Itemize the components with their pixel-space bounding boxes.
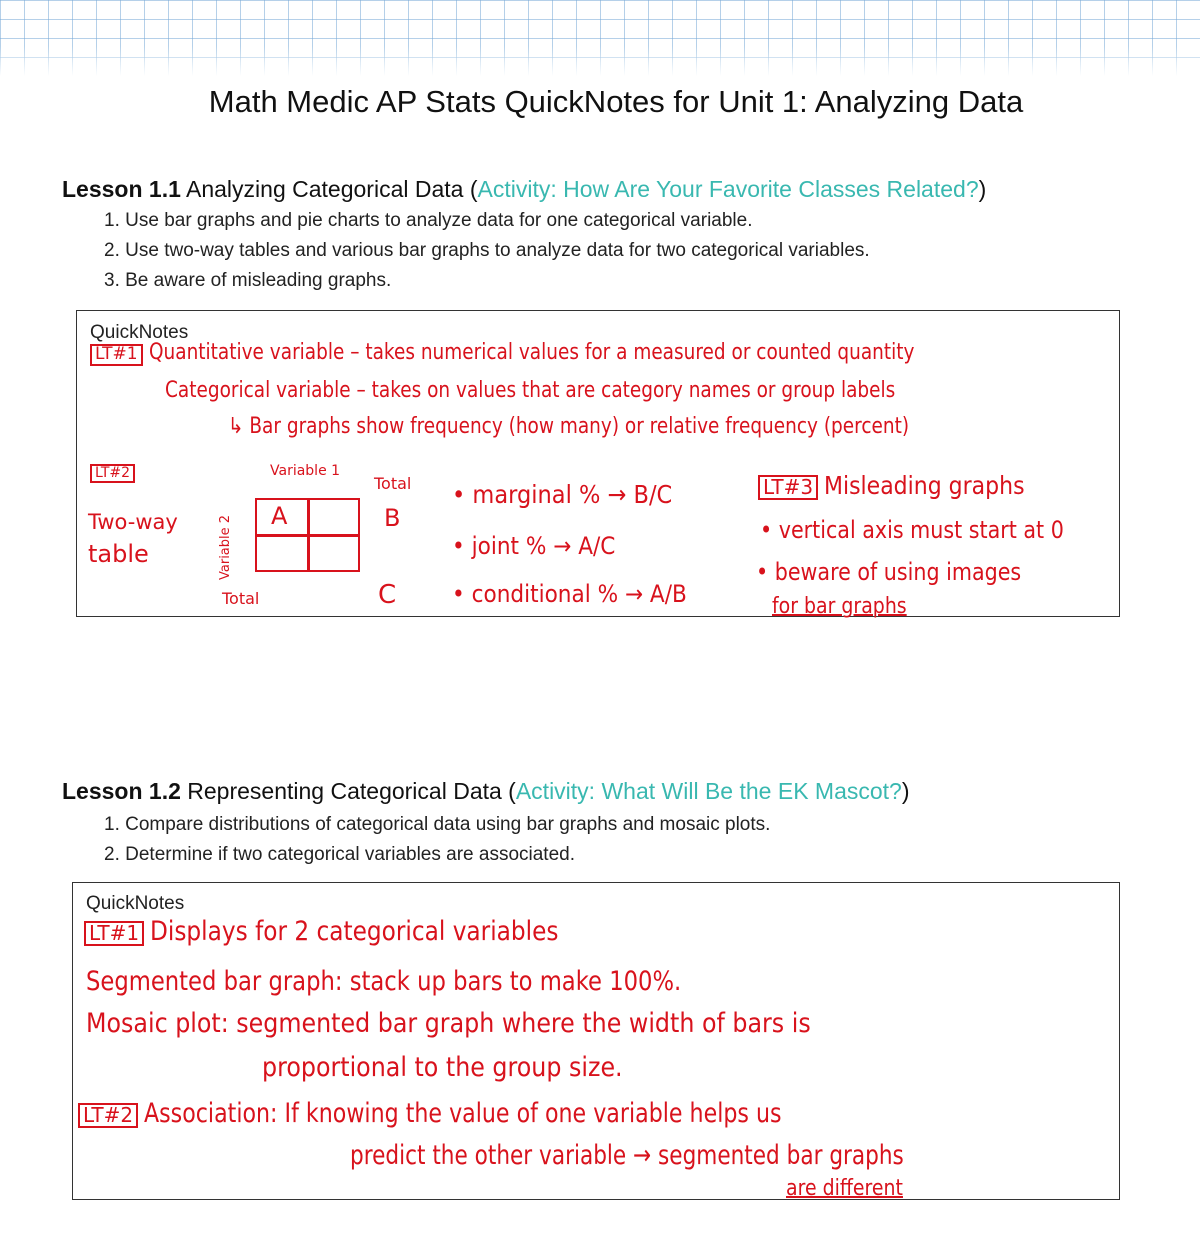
page-title: Math Medic AP Stats QuickNotes for Unit 1: Analyzing Data	[208, 84, 1024, 119]
cell-c: C	[378, 580, 397, 610]
lt-tag: LT#2	[78, 1103, 138, 1128]
note-segmented: Segmented bar graph: stack up bars to make 100%.	[86, 966, 682, 997]
note-joint: • joint % → A/C	[452, 532, 616, 560]
objective-item: 1. Use bar graphs and pie charts to analyze data for one categorical variable.	[104, 210, 753, 231]
note-mosaic: Mosaic plot: segmented bar graph where the width of bars is	[86, 1008, 811, 1039]
quicknotes-label: QuickNotes	[90, 322, 189, 343]
note-conditional: • conditional % → A/B	[452, 580, 687, 608]
lesson-number: Lesson 1.2	[62, 778, 181, 804]
cell-a: A	[271, 502, 288, 530]
lesson-1-2-heading	[62, 778, 910, 805]
lt-tag: LT#2	[90, 464, 135, 483]
note-text: Association: If knowing the value of one variable helps us	[144, 1098, 782, 1129]
activity-link[interactable]: Activity: How Are Your Favorite Classes Related?	[477, 176, 979, 202]
note-text: Displays for 2 categorical variables	[150, 916, 559, 947]
table-divider-horizontal	[257, 534, 358, 537]
lesson-1-1-heading	[62, 176, 986, 203]
note-categorical: Categorical variable – takes on values that are category names or group labels	[165, 378, 896, 403]
note-for-bar: for bar graphs	[772, 594, 907, 619]
lesson-1-1-objectives	[104, 206, 870, 296]
note-different: are different	[786, 1176, 903, 1201]
quicknotes-label: QuickNotes	[86, 893, 185, 914]
table-label: table	[88, 540, 149, 568]
two-way-table-sketch	[255, 498, 360, 572]
variable-1-label: Variable 1	[270, 463, 341, 479]
note-text: Quantitative variable – takes numerical values for a measured or counted quantity	[148, 340, 915, 365]
lt-tag: LT#3	[758, 475, 818, 500]
note-proportional: proportional to the group size.	[262, 1052, 623, 1083]
graph-paper-header	[0, 0, 1200, 76]
total-column-label: Total	[374, 474, 412, 493]
objective-item: 3. Be aware of misleading graphs.	[104, 270, 392, 291]
objective-item: 1. Compare distributions of categorical data using bar graphs and mosaic plots.	[104, 814, 771, 835]
objective-item: 2. Use two-way tables and various bar graphs to analyze data for two categorical variables.	[104, 240, 870, 261]
two-way-label: Two-way	[88, 510, 178, 534]
note-predict: predict the other variable → segmented bar graphs	[350, 1140, 904, 1171]
note-displays	[84, 916, 625, 947]
note-text: Misleading graphs	[824, 471, 1025, 500]
lt-tag: LT#1	[84, 921, 144, 946]
objective-item: 2. Determine if two categorical variables are associated.	[104, 844, 576, 865]
note-association	[78, 1098, 922, 1129]
lesson-number: Lesson 1.1	[62, 176, 181, 202]
activity-link[interactable]: Activity: What Will Be the EK Mascot?	[515, 778, 902, 804]
lesson-name: Representing Categorical Data (	[180, 778, 516, 804]
total-row-label: Total	[222, 589, 260, 608]
lesson-1-2-objectives	[104, 810, 770, 870]
note-marginal: • marginal % → B/C	[452, 480, 673, 509]
lesson-name: Analyzing Categorical Data (	[180, 176, 478, 202]
note-beware: • beware of using images	[756, 558, 1022, 586]
note-misleading	[758, 471, 1052, 500]
paren-close: )	[901, 778, 910, 804]
paren-close: )	[978, 176, 987, 202]
note-quantitative	[90, 340, 1060, 366]
lt2-tag-wrap	[90, 464, 141, 483]
note-vertical-axis: • vertical axis must start at 0	[760, 516, 1064, 544]
variable-2-label: Variable 2	[218, 514, 233, 580]
cell-b: B	[384, 504, 401, 532]
lt-tag: LT#1	[90, 344, 143, 366]
note-bar-graphs: ↳ Bar graphs show frequency (how many) or relative frequency (percent)	[228, 414, 910, 439]
